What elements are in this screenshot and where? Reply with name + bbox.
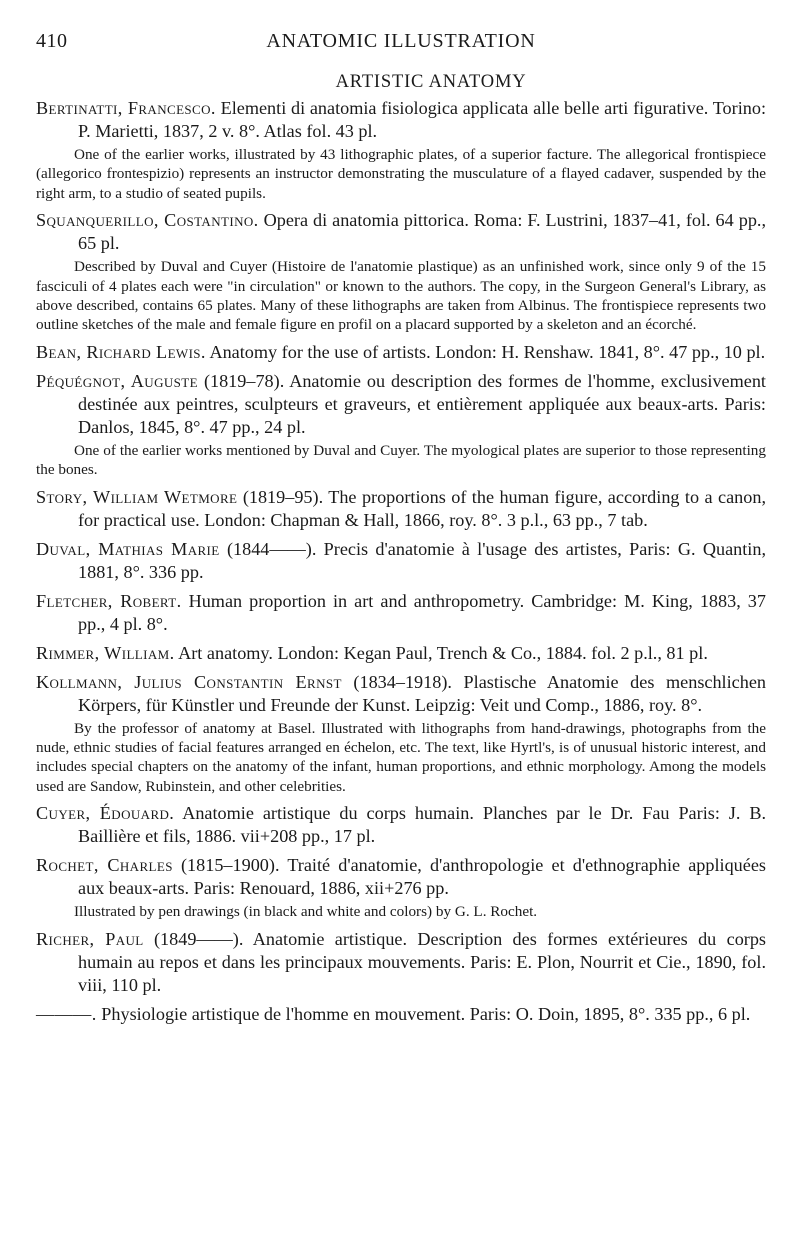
citation — [36, 642, 766, 665]
entry-author: Péquégnot, Auguste — [36, 370, 198, 391]
entry-citation: (1819–78). Anatomie ou description des formes de l'homme, exclusivement destinée aux peintres, sculpteurs et graveurs, et entièrement appliquée aux beaux-arts. Paris: Danlos, 1845, 8°. 47 pp., 24 pl. — [78, 370, 766, 437]
entry-citation: (1844——). Precis d'anatomie à l'usage des artistes, Paris: G. Quantin, 1881, 8°. 336 pp. — [78, 538, 766, 582]
entry-citation: Physiologie artistique de l'homme en mouvement. Paris: O. Doin, 1895, 8°. 335 pp., 6 pl. — [101, 1003, 751, 1024]
bibliography-list — [36, 97, 766, 1026]
entry-citation: Elementi di anatomia fisiologica applicata alle belle arti figurative. Torino: P. Marietti, 1837, 2 v. 8°. Atlas fol. 43 pl. — [78, 98, 767, 141]
bibliography-entry — [36, 590, 766, 636]
bibliography-entry — [36, 642, 766, 665]
entry-citation: Art anatomy. London: Kegan Paul, Trench & Co., 1884. fol. 2 p.l., 81 pl. — [178, 642, 708, 663]
entry-author: Rimmer, William. — [36, 642, 175, 663]
entry-author: Kollmann, Julius Constantin Ernst — [36, 671, 342, 692]
entry-author: Story, William Wetmore — [36, 486, 238, 507]
entry-author: Richer, Paul — [36, 928, 144, 949]
citation — [36, 802, 766, 848]
entry-author: Bean, Richard Lewis. — [36, 341, 206, 362]
bibliography-entry — [36, 370, 766, 480]
entry-citation: Human proportion in art and anthropometry. Cambridge: M. King, 1883, 37 pp., 4 pl. 8°. — [78, 590, 766, 634]
entry-author: Duval, Mathias Marie — [36, 538, 220, 559]
bibliography-entry — [36, 97, 766, 203]
entry-note: By the professor of anatomy at Basel. Illustrated with lithographs from hand-drawings, photographs from the nude, ethnic studies of facial features arranged en échelon, etc. The text, like Hyrtl's, is of unusual historic interest, and includes special chapters on the anatomy of the infant, human proportions, and ethnic morphology. Among the models used are Sandow, Rubinstein, and other celebrities. — [36, 719, 766, 795]
citation — [36, 486, 766, 532]
citation — [36, 341, 766, 364]
citation — [36, 538, 766, 584]
citation — [36, 1003, 766, 1026]
entry-citation: (1815–1900). Traité d'anatomie, d'anthropologie et d'ethnographie appliquées aux beaux-arts. Paris: Renouard, 1886, xii+276 pp. — [78, 855, 766, 899]
entry-note: Described by Duval and Cuyer (Histoire de l'anatomie plastique) as an unfinished work, since only 9 of the 15 fasciculi of 4 plates each were "in circulation" or known to the authors. The copy, in the Surgeon General's Library, as above described, contains 65 plates. Many of these lithographs are taken from Albinus. The frontispiece represents two outline sketches of the male and female figure en profil on a placard supported by a skeleton and an écorché. — [36, 258, 766, 334]
citation — [36, 671, 766, 717]
entry-citation: (1819–95). The proportions of the human figure, according to a canon, for practical use. London: Chapman & Hall, 1866, roy. 8°. 3 p.l., 63 pp., 7 tab. — [78, 486, 766, 530]
citation — [36, 97, 766, 143]
section-title: ARTISTIC ANATOMY — [335, 72, 527, 92]
bibliography-entry — [36, 1003, 766, 1026]
running-head — [36, 28, 766, 60]
citation — [36, 854, 766, 900]
bibliography-entry — [36, 209, 766, 335]
bibliography-entry — [36, 341, 766, 364]
bibliography-entry — [36, 854, 766, 921]
citation — [36, 370, 766, 439]
entry-author: Fletcher, Robert. — [36, 590, 182, 611]
citation — [36, 928, 766, 997]
entry-author: Rochet, Charles — [36, 855, 173, 876]
bibliography-entry — [36, 928, 766, 997]
entry-citation: Anatomy for the use of artists. London: H. Renshaw. 1841, 8°. 47 pp., 10 pl. — [209, 341, 766, 362]
bibliography-entry — [36, 671, 766, 797]
running-header: ANATOMIC ILLUSTRATION — [266, 30, 536, 52]
entry-citation: Opera di anatomia pittorica. Roma: F. Lustrini, 1837–41, fol. 64 pp., 65 pl. — [78, 210, 767, 254]
citation — [36, 590, 766, 636]
entry-citation: (1849——). Anatomie artistique. Description des formes extérieures du corps humain au repos et dans les principaux mouvements. Paris: E. Plon, Nourrit et Cie., 1890, fol. viii, 110 pl. — [78, 928, 767, 995]
entry-note: One of the earlier works mentioned by Duval and Cuyer. The myological plates are superior to those representing the bones. — [36, 441, 766, 479]
entry-author: Cuyer, Édouard. — [36, 803, 175, 824]
bibliography-entry — [36, 802, 766, 848]
entry-citation: Anatomie artistique du corps humain. Planches par le Dr. Fau Paris: J. B. Baillière et fils, 1886. vii+208 pp., 17 pl. — [78, 803, 767, 847]
entry-author: ———. — [36, 1003, 97, 1024]
bibliography-entry — [36, 486, 766, 532]
entry-author: Bertinatti, Francesco. — [36, 98, 216, 118]
citation — [36, 209, 766, 255]
entry-citation: (1834–1918). Plastische Anatomie des menschlichen Körpers, für Künstler und Freunde der Kunst. Leipzig: Veit und Comp., 1886, roy. 8°. — [78, 671, 766, 715]
page-number: 410 — [36, 30, 68, 52]
entry-author: Squanquerillo, Costantino. — [36, 210, 259, 231]
entry-note: One of the earlier works, illustrated by 43 lithographic plates, of a superior facture. The allegorical frontispiece (allegorico frontespizio) represents an instructor demonstrating the musculature of a flayed cadaver, suspended by the right arm, to a studio of seated pupils. — [36, 146, 766, 202]
bibliography-entry — [36, 538, 766, 584]
entry-note: Illustrated by pen drawings (in black and white and colors) by G. L. Rochet. — [74, 903, 538, 921]
